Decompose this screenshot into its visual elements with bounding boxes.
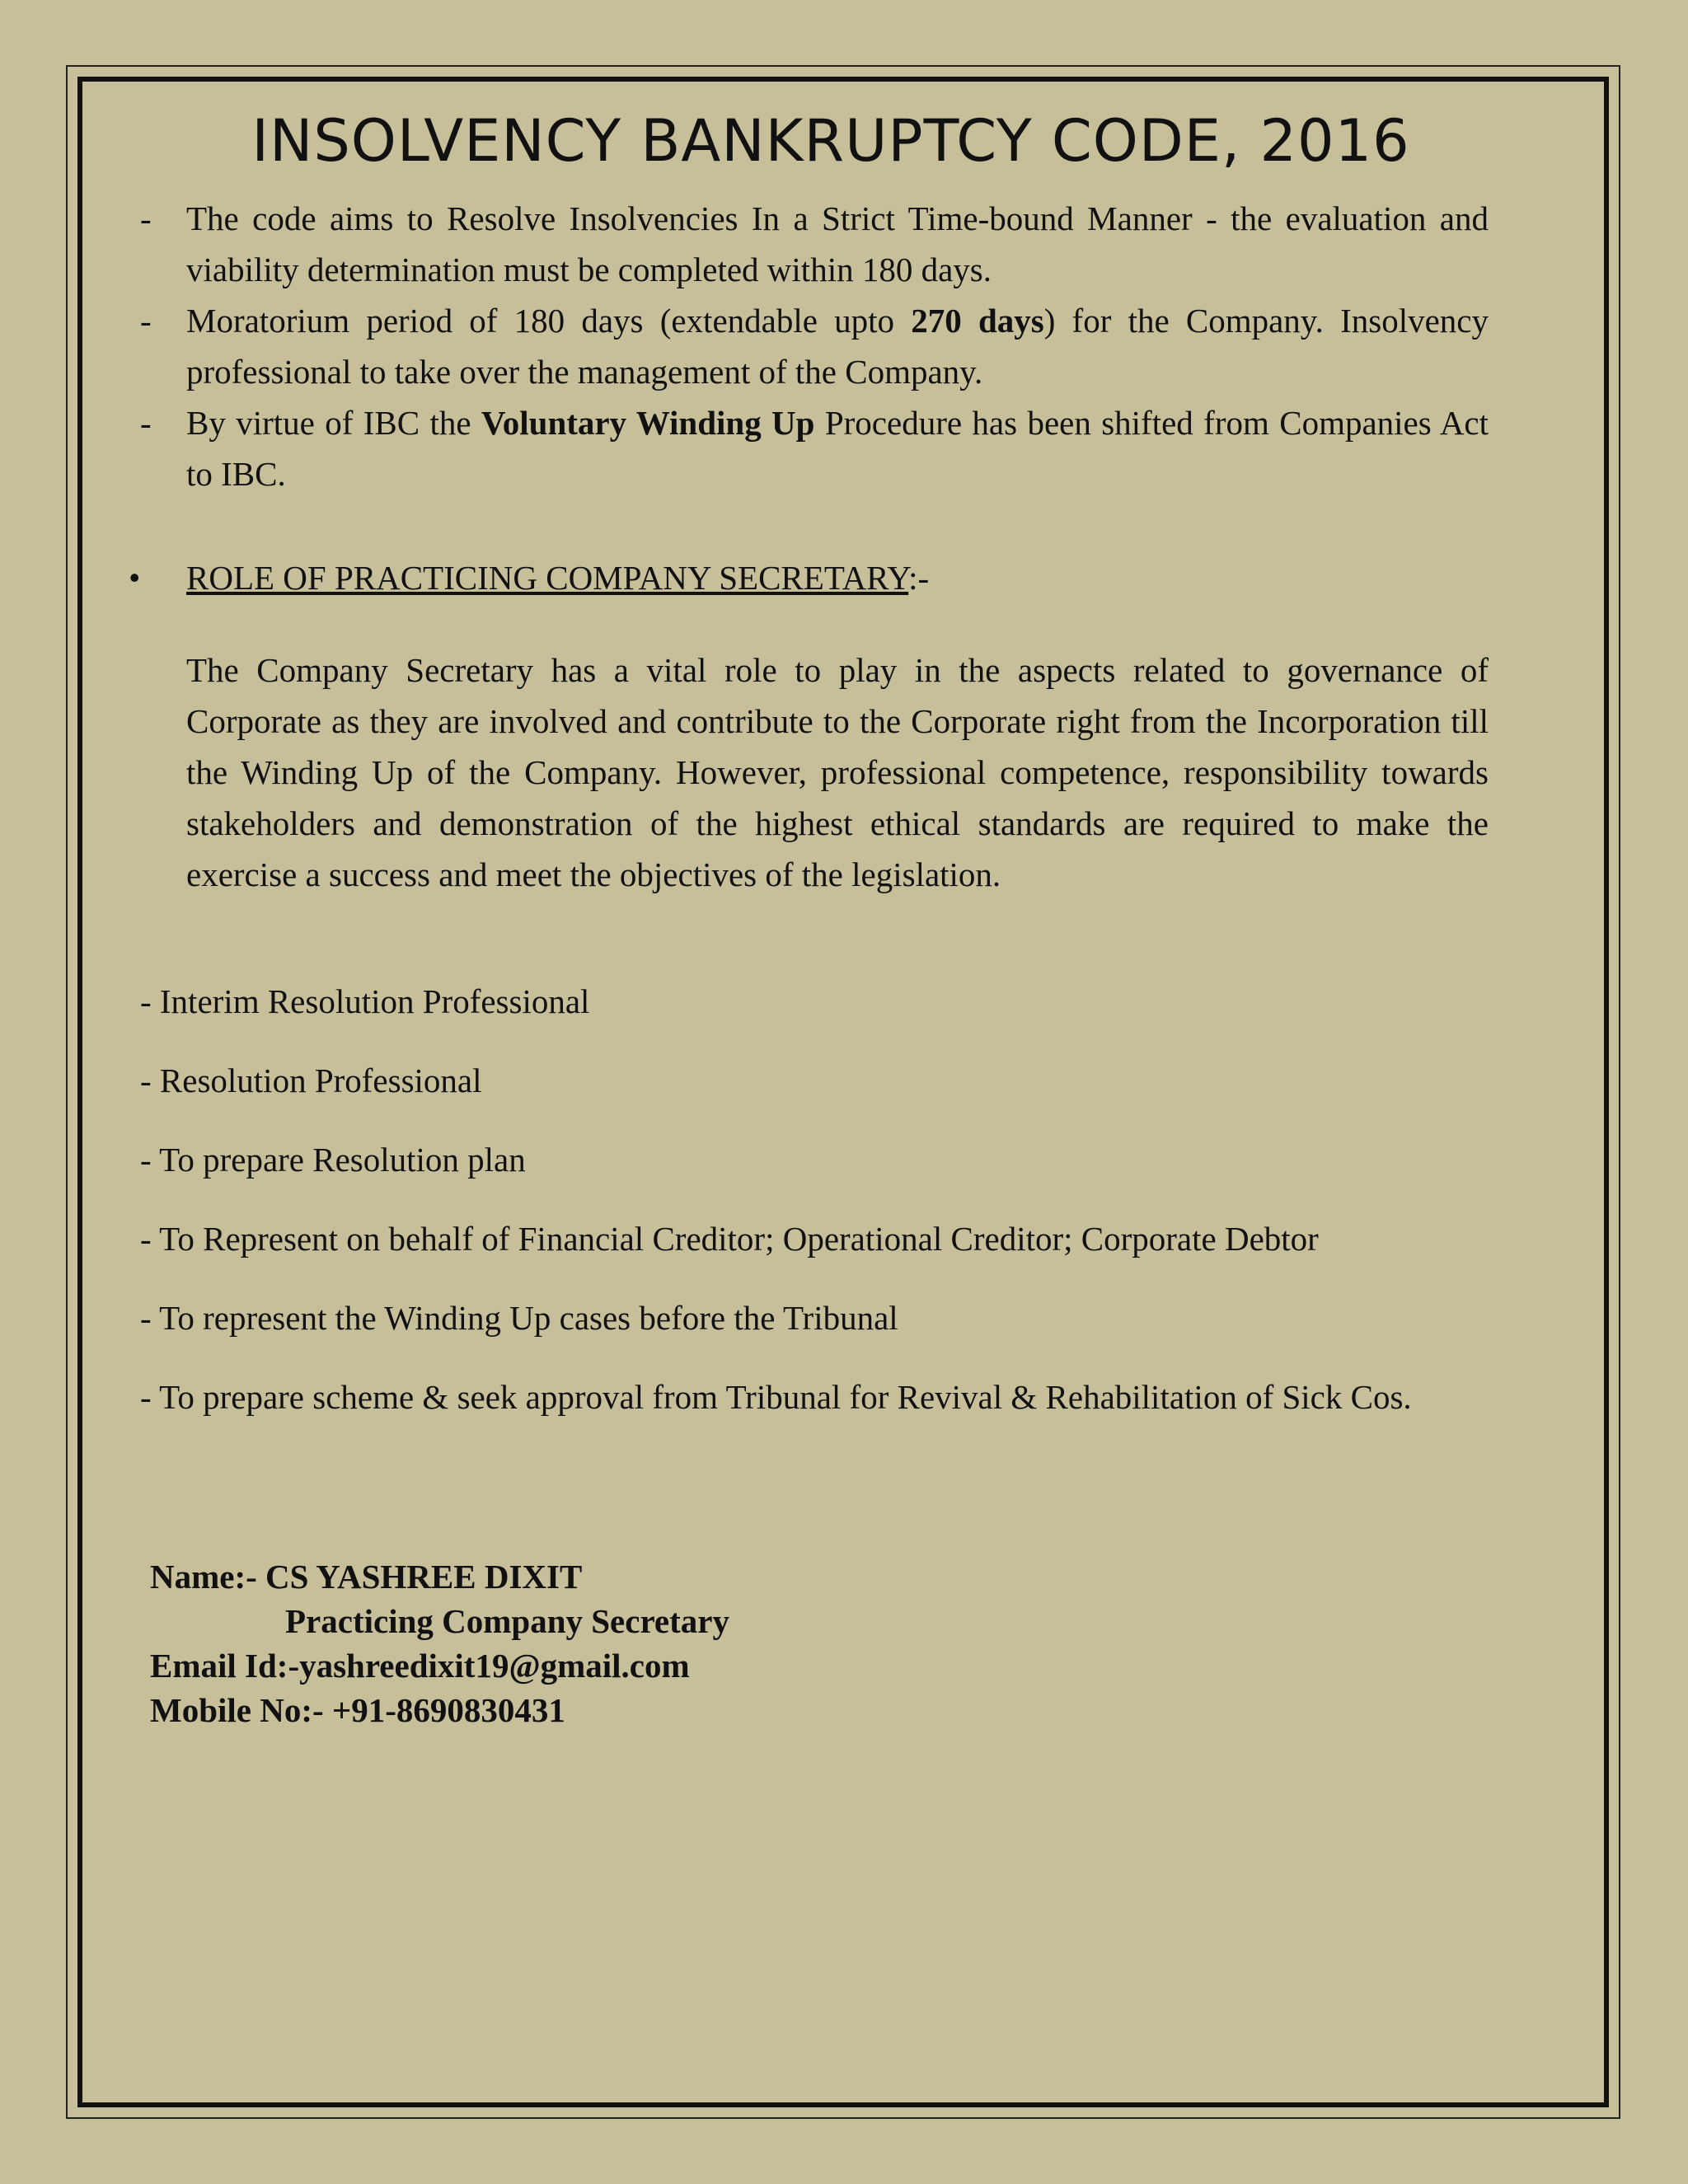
intro-item-text: Moratorium period of 180 days (extendable upto bbox=[186, 302, 912, 340]
bullet-icon: • bbox=[129, 559, 141, 597]
signature-block bbox=[150, 1554, 1489, 1732]
role-heading-suffix: :- bbox=[908, 559, 930, 597]
intro-item bbox=[140, 193, 1489, 295]
role-heading-text: ROLE OF PRACTICING COMPANY SECRETARY bbox=[186, 559, 909, 597]
role-item: - Interim Resolution Professional bbox=[140, 982, 590, 1020]
dash-marker: - bbox=[140, 302, 152, 340]
page-title: INSOLVENCY BANKRUPTCY CODE, 2016 bbox=[251, 107, 1410, 175]
document-body bbox=[129, 99, 1489, 1732]
role-paragraph: The Company Secretary has a vital role to play in the aspects related to governance of Corporate as they are involved and contribute to the Corporate right from the Incorporation till the Winding Up of the Company. However, professional competence, responsibility towards stakeholders and demonstration of the highest ethical standards are required to make the exercise a success and meet the objectives of the legislation. bbox=[186, 651, 1489, 893]
signature-email: Email Id:-yashreedixit19@gmail.com bbox=[150, 1647, 690, 1685]
intro-item-bold: Voluntary Winding Up bbox=[481, 404, 815, 442]
intro-item-text: Procedure has been shifted from Companies Act to IBC. bbox=[186, 404, 1489, 493]
role-item: - To prepare Resolution plan bbox=[140, 1141, 526, 1179]
signature-name: Name:- CS YASHREE DIXIT bbox=[150, 1558, 583, 1596]
signature-mobile: Mobile No:- +91-8690830431 bbox=[150, 1691, 565, 1729]
role-item: - To Represent on behalf of Financial Creditor; Operational Creditor; Corporate Debtor bbox=[140, 1220, 1319, 1258]
signature-designation: Practicing Company Secretary bbox=[285, 1602, 729, 1640]
intro-item-text: By virtue of IBC the bbox=[186, 404, 481, 442]
intro-item bbox=[140, 397, 1489, 499]
intro-item-bold: 270 days bbox=[911, 302, 1044, 340]
role-item: - Resolution Professional bbox=[140, 1062, 482, 1099]
intro-list bbox=[140, 193, 1489, 499]
dash-marker: - bbox=[140, 404, 152, 442]
role-item: - To represent the Winding Up cases before the Tribunal bbox=[140, 1299, 898, 1337]
role-heading bbox=[129, 552, 1489, 603]
intro-item bbox=[140, 295, 1489, 397]
intro-item-text: ) for the Company. Insolvency professional to take over the management of the Company. bbox=[186, 302, 1489, 391]
dash-marker: - bbox=[140, 199, 152, 237]
roles-list bbox=[140, 976, 1489, 1422]
role-item: - To prepare scheme & seek approval from Tribunal for Revival & Rehabilitation of Sick Cos. bbox=[140, 1378, 1412, 1416]
intro-item-text: The code aims to Resolve Insolvencies In a Strict Time-bound Manner - the evaluation and viability determination must be completed within 180 days. bbox=[186, 199, 1489, 288]
